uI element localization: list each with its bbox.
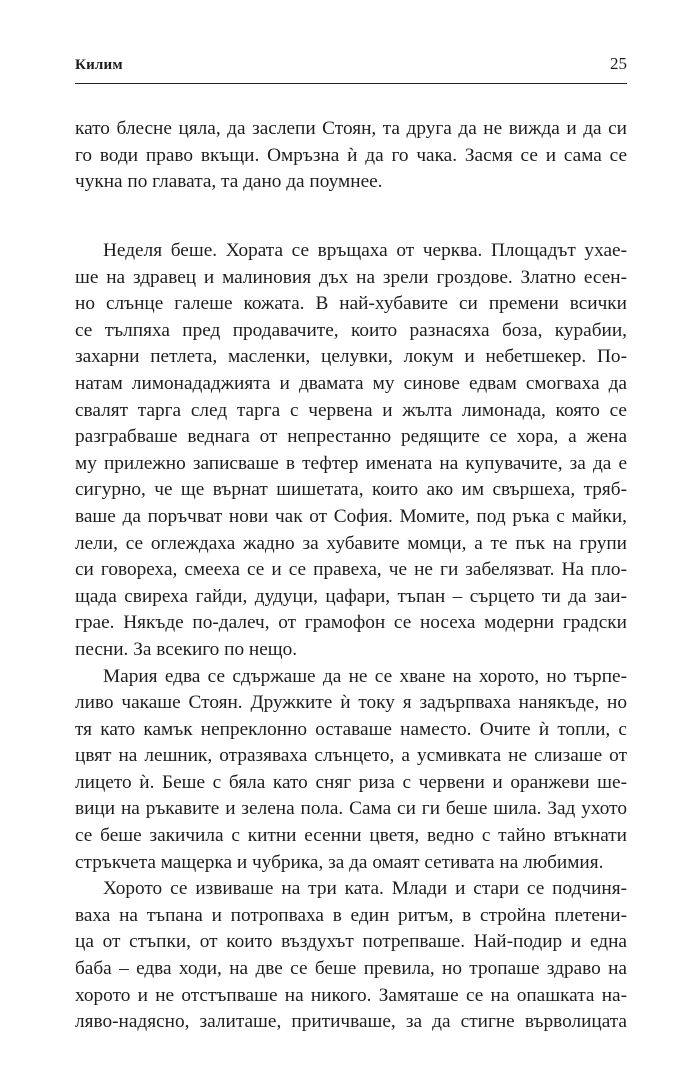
running-head: Килим [75, 57, 123, 73]
text-line: захарни петлета, масленки, целувки, локум и небетшекер. По- [75, 346, 627, 368]
text-line: сигурно, че ще върнат шишетата, които ако им свършеха, тряб- [75, 479, 627, 501]
body-text [75, 238, 627, 1036]
text-line: ливо чакаше Стоян. Дружките ѝ току я задърпваха нанякъде, но [75, 692, 627, 714]
text-line: вици на ръкавите и зелена пола. Сама си ги беше шила. Зад ухото [75, 798, 627, 820]
text-line: се беше закичила с китни есенни цветя, ведно с тайно втъкнати [75, 825, 627, 847]
text-line: се тълпяха пред продавачите, които разнасяха боза, курабии, [75, 319, 627, 341]
text-line: баба – едва ходи, на две се беше превила, но тропаше здраво на [75, 958, 627, 980]
text-line: разграбваше веднага от непрестанно редящите се хора, а жена [75, 426, 627, 448]
text-line: лели, се оглеждаха жадно за хубавите момци, а те пък на групи [75, 532, 627, 554]
text-line: свалят тарга след тарга с червена и жълта лимонада, която се [75, 399, 627, 421]
paragraph [75, 664, 627, 877]
text-line: щада свиреха гайди, дудуци, цафари, тъпан – сърцето ти да заи- [75, 585, 627, 607]
text-line: тя като камък непреклонно оставаше наместо. Очите ѝ топли, с [75, 718, 627, 740]
text-line: хорото и не отстъпваше на никого. Замяташе се на опашката на- [75, 984, 627, 1006]
text-line: чукна по главата, та дано да поумнее. [75, 171, 383, 193]
text-line: му прилежно записваше в тефтер имената на купувачите, за да е [75, 452, 627, 474]
text-line: Неделя беше. Хората се връщаха от черква. Площадът ухае- [103, 240, 627, 261]
text-line: цвят на лешник, отразяваха слънцето, а усмивката не слизаше от [75, 745, 627, 767]
text-line: лицето ѝ. Беше с бяла като сняг риза с червени и оранжеви ше- [75, 771, 627, 793]
page-header [75, 54, 627, 78]
text-line: натам лимонададжията и двамата му синове едвам смогваха да [75, 372, 627, 394]
paragraph [75, 238, 627, 664]
text-line: Мария едва се сдържаше да не се хване на хорото, но търпе- [103, 665, 627, 687]
text-line: стръкчета мащерка и чубрика, за да омаят сетивата на любимия. [75, 851, 604, 873]
text-line: ваше да поръчват нови чак от София. Момите, под ръка с майки, [75, 505, 627, 527]
text-line: го води право вкъщи. Омръзна ѝ да го чака. Засмя се и сама се [75, 144, 627, 166]
text-line: ше на здравец и малиновия дъх на зрели гроздове. Златно есен- [75, 266, 627, 288]
text-line: но слънце галеше кожата. В най-хубавите си премени всички [75, 293, 627, 315]
header-rule [75, 83, 627, 84]
paragraph-continuation [75, 116, 627, 196]
paragraph [75, 876, 627, 1036]
text-line: ляво-надясно, залиташе, притичваше, за да стигне върволицата [75, 1011, 627, 1033]
text-line: като блесне цяла, да заслепи Стоян, та друга да не вижда и да си [75, 118, 627, 139]
text-line: ваха на тъпана и потропваха в един ритъм, в стройна плетени- [75, 904, 627, 926]
text-line: Хорото се извиваше на три ката. Млади и стари се подчиня- [103, 878, 627, 900]
text-line: грае. Някъде по-далеч, от грамофон се носеха модерни градски [75, 612, 627, 634]
page-number: 25 [610, 54, 627, 73]
text-line: ца от стъпки, от които въздухът потрепваше. Най-подир и една [75, 931, 627, 953]
text-line: песни. За всекиго по нещо. [75, 638, 298, 660]
text-line: си говореха, смееха се и се правеха, че не ги забелязват. На пло- [75, 559, 627, 581]
